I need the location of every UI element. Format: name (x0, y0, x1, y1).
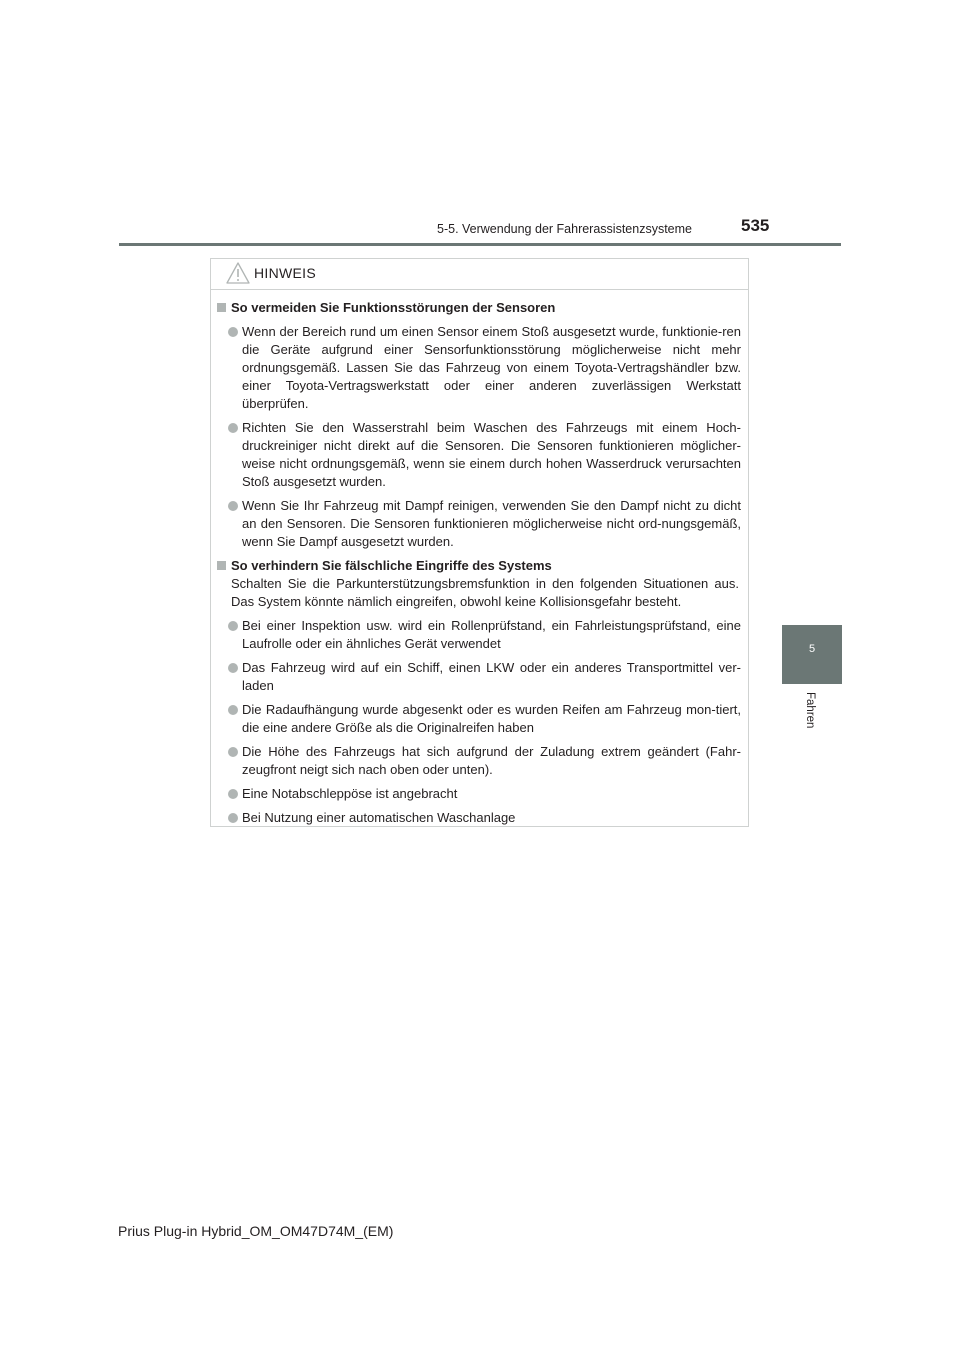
section-intro: Schalten Sie die Parkunterstützungsbremsfunktion in den folgenden Situationen aus. Das System könnte nämlich eingreifen, obwohl keine Kollisionsgefahr besteht. (231, 576, 739, 609)
list-item: Das Fahrzeug wird auf ein Schiff, einen LKW oder ein anderes Transportmittel ver-laden (211, 659, 748, 695)
page-number: 535 (741, 216, 770, 235)
dot-bullet-icon (228, 621, 238, 631)
list-item: Die Radaufhängung wurde abgesenkt oder es wurden Reifen am Fahrzeug mon-tiert, die eine andere Größe als die Originalreifen haben (211, 701, 748, 737)
list-item: Die Höhe des Fahrzeugs hat sich aufgrund der Zuladung extrem geändert (Fahr-zeugfront neigt sich nach oben oder unten). (211, 743, 748, 779)
dot-bullet-icon (228, 813, 238, 823)
document-id: Prius Plug-in Hybrid_OM_OM47D74M_(EM) (118, 1223, 394, 1239)
list-item: Bei einer Inspektion usw. wird ein Rollenprüfstand, ein Fahrleistungsprüfstand, eine Laufrolle oder ein ähnliches Gerät verwendet (211, 617, 748, 653)
list-item: Richten Sie den Wasserstrahl beim Waschen des Fahrzeugs mit einem Hoch-druckreiniger nicht direkt auf die Sensoren. Die Sensoren funktionieren möglicher-weise nicht ordnungsgemäß, wenn sie einem durch hohen Wasserdruck verursachten Stoß ausgesetzt wurden. (211, 419, 748, 491)
dot-bullet-icon (228, 423, 238, 433)
chapter-number: 5 (808, 643, 816, 655)
notice-content (211, 299, 748, 833)
notice-box (210, 258, 749, 827)
square-bullet-icon (217, 303, 226, 312)
dot-bullet-icon (228, 747, 238, 757)
chapter-tab (782, 625, 842, 684)
dot-bullet-icon (228, 501, 238, 511)
notice-title: HINWEIS (254, 265, 316, 281)
section-heading: So vermeiden Sie Funktionsstörungen der Sensoren (211, 299, 748, 317)
section-title: 5-5. Verwendung der Fahrerassistenzsysteme (437, 222, 692, 236)
dot-bullet-icon (228, 789, 238, 799)
warning-triangle-icon (226, 262, 250, 284)
list-item: Bei Nutzung einer automatischen Waschanlage (211, 809, 748, 827)
dot-bullet-icon (228, 705, 238, 715)
chapter-label: Fahren (804, 692, 816, 729)
list-item: Wenn Sie Ihr Fahrzeug mit Dampf reinigen, verwenden Sie den Dampf nicht zu dicht an den Sensoren. Die Sensoren funktionieren möglicherweise nicht ord-nungsgemäß, wenn Sie Dampf ausgesetzt wurden. (211, 497, 748, 551)
dot-bullet-icon (228, 327, 238, 337)
notice-header (211, 259, 748, 290)
header-rule (119, 243, 841, 246)
square-bullet-icon (217, 561, 226, 570)
section-heading: So verhindern Sie fälschliche Eingriffe des Systems (211, 557, 748, 575)
list-item: Eine Notabschleppöse ist angebracht (211, 785, 748, 803)
list-item: Wenn der Bereich rund um einen Sensor einem Stoß ausgesetzt wurde, funktionie-ren die Geräte aufgrund einer Sensorfunktionsstörung möglicherweise nicht mehr ordnungsgemäß. Lassen Sie das Fahrzeug von einem Toyota-Vertragshändler bzw. einer Toyota-Vertragswerkstatt oder einer anderen zuverlässigen Werkstatt überprüfen. (211, 323, 748, 413)
dot-bullet-icon (228, 663, 238, 673)
